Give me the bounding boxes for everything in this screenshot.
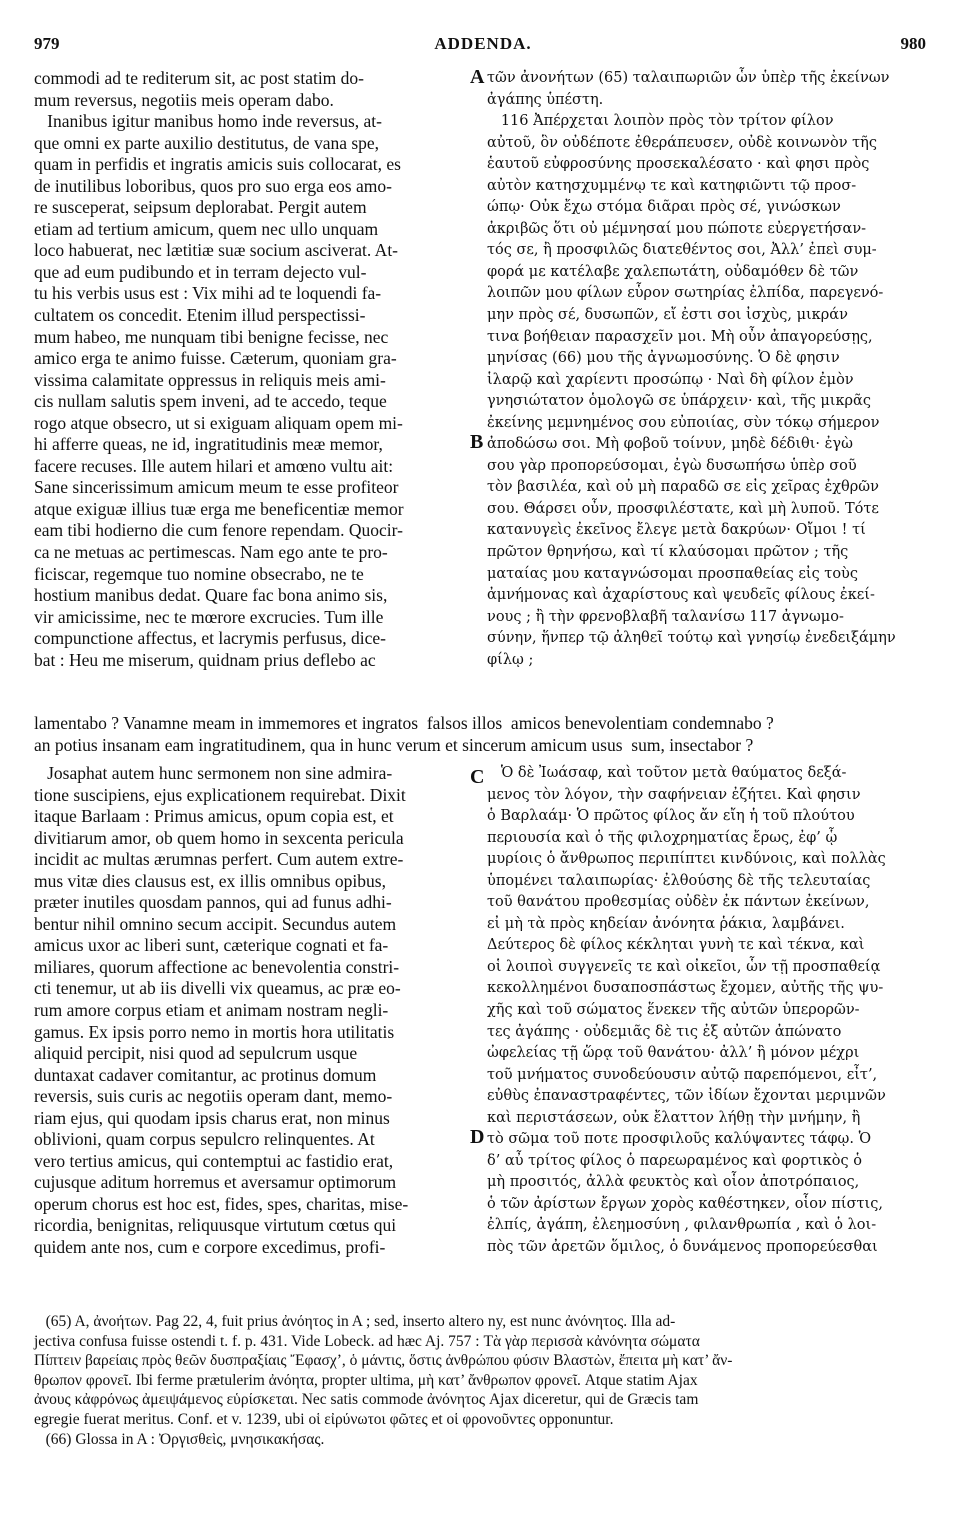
section-marker-c: C	[470, 766, 485, 788]
latin-column-text-1: commodi ad te rediterum sit, ac post statim do- mum reversus, negotiis meis operam dabo. Inanibus igitur manibus homo inde reversus, at- que omni ex parte auxilio destitutus, de vana spe, quam in perfidis et ingratis amicis suis collocarat, es de inutilibus loboribus, quos pro suo erga eos amo- re susceperat, seipsum deplorabat. Pergit autem etiam ad tertium amicum, quem nec ullo unquam loco habuerat, nec lætitiæ suæ socium asciverat. At- que ad eum pudibundo et in terram dejecto vul- tu his verbis usus est : Vix mihi ad te loquendi fa- cultatem os concedit. Etenim illud perspectissi- mum habeo, me nunquam tibi benigne fecisse, nec amico erga te animo fuisse. Cæterum, quoniam gra- vissima calamitate oppressus in reliquis meis ami- cis nullam salutis spem inveni, ad te accedo, teque rogo atque obsecro, ut si exiguam aliquam opem mi- hi afferre queas, ne id, ingratitudinis meæ memor, facere recuses. Ille autem hilari et amœno vultu ait: Sane sincerissimum amicum meum te esse profiteor atque exiguæ illius tuæ erga me beneficentiæ memor eam tibi hodierno die cum fenore rependam. Quocir- ca ne metuas ac pertimescas. Nam ego ante te pro- ficiscar, regemque tuo nomine obsecrabo, ne te hostium manibus dedat. Quare fac bona animo sis, vir amicissime, nec te mœrore excrucies. Tum ille compunctione affectus, et lacrymis perfusus, dice- bat : Heu me miserum, quidnam prius deflebo ac	[34, 68, 404, 670]
greek-column-text-1: τῶν ἀνονήτων (65) ταλαιπωριῶν ὧν ὑπὲρ τῆς ἐκείνων ἀγάπης ὑπέστη. 116 Ἀπέρχεται λοιπὸν πρὸς τὸν τρίτον φίλον αὐτοῦ, ὃν οὐδέποτε ἐθεράπευσεν, οὐδὲ κοινωνὸν τῆς ἑαυτοῦ εὐφροσύνης προσεκαλέσατο · καὶ φησι πρὸς αὐτὸν κατησχυμμένῳ τε καὶ κατηφιῶντι τῷ προσ- ώπῳ· Οὐκ ἔχω στόμα διᾶραι πρὸς σέ, γινώσκων ἀκριβῶς ὅτι οὐ μέμνησαί μου πώποτε εὐεργετήσαν- τός σε, ἢ προσφιλῶς διατεθέντος σοι, Ἀλλ’ ἐπεὶ συμ- φορά με κατέλαβε χαλεπωτάτη, οὐδαμόθεν δὲ τῶν λοιπῶν μου φίλων εὗρον σωτηρίας ἐλπίδα, παρεγενό- μην πρὸς σέ, δυσωπῶν, εἴ ἐστι σοι ἰσχὺς, μικράν τινα βοήθειαν παρασχεῖν μοι. Μὴ οὖν ἀπαγορεύσῃς, μηνίσας (66) μου τῆς ἀγνωμοσύνης. Ὁ δὲ φησιν ἱλαρῷ καὶ χαρίεντι προσώπῳ · Ναὶ δὴ φίλον ἐμὸν γνησιώτατον ὁμολογῶ σε ὑπάρχειν· καὶ, τῆς μικρᾶς ἐκείνης μεμνημένος σου εὐποιίας, σὺν τόκῳ σήμερον ἀποδώσω σοι. Μὴ φοβοῦ τοίνυν, μηδὲ δέδιθι· ἐγὼ σου γὰρ προπορεύσομαι, ἐγὼ δυσωπήσω ὑπὲρ σοῦ τὸν βασιλέα, καὶ οὐ μὴ παραδῶ σε εἰς χεῖρας ἐχθρῶν σου. Θάρσει οὖν, προσφιλέστατε, καὶ μὴ λυποῦ. Τότε κατανυγεὶς ἐκεῖνος ἔλεγε μετὰ δακρύων· Οἴμοι ! τί πρῶτον θρηνήσω, καὶ τί κλαύσομαι πρῶτον ; τῆς ματαίας μου καταγνώσομαι προσπαθείας εἰς τοὺς ἀμνήμονας καὶ ἀχαρίστους καὶ ψευδεῖς φίλους ἐκεί- νους ; ἢ τὴν φρενοβλαβῆ ταλανίσω 117 ἀγνωμο- σύνην, ἥνπερ τῷ ἀληθεῖ τούτῳ καὶ γνησίῳ ἐνεδειξάμην φίλῳ ;	[487, 70, 896, 668]
page-number-right: 980	[900, 34, 926, 53]
page-title: ADDENDA.	[434, 34, 532, 53]
greek-column-text-2: Ὁ δὲ Ἰωάσαφ, καὶ τοῦτον μετὰ θαύματος δεξά- μενος τὸν λόγον, τὴν σαφήνειαν ἐζήτει. Καὶ φησιν ὁ Βαρλαάμ· Ὁ πρῶτος φίλος ἄν εἴη ἡ τοῦ πλούτου περιουσία καὶ ὁ τῆς φιλοχρηματίας ἔρως, ἐφ’ ᾧ μυρίοις ὁ ἄνθρωπος περιπίπτει κινδύνοις, καὶ πολλὰς ὑπομένει ταλαιπωρίας· ἐλθούσης δὲ τῆς τελευταίας τοῦ θανάτου προθεσμίας οὐδὲν ἐκ πάντων ἐκείνων, εἰ μὴ τὰ πρὸς κηδείαν ἀνόνητα ῥάκια, λαμβάνει. Δεύτερος δὲ φίλος κέκληται γυνὴ τε καὶ τέκνα, καὶ οἱ λοιποὶ συγγενεῖς τε καὶ οἰκεῖοι, ὧν τῇ προσπαθείᾳ κεκολλημένοι δυσαποσπάστως ἔχομεν, αὐτῆς τῆς ψυ- χῆς καὶ τοῦ σώματος ἕνεκεν τῆς αὐτῶν ὑπερορῶν- τες ἀγάπης · οὐδεμιᾶς δὲ τις ἐξ αὐτῶν ἀπώνατο ὠφελείας τῇ ὥρᾳ τοῦ θανάτου· ἀλλ’ ἢ μόνον μέχρι τοῦ μνήματος συνοδεύουσιν αὐτῷ παρεπόμενοι, εἶτ’, εὐθὺς ἐπαναστραφέντες, τῶν ἰδίων ἔχονται μεριμνῶν καὶ περιστάσεων, οὐκ ἔλαττον λήθῃ τὴν μνήμην, ἢ τὸ σῶμα τοῦ ποτε προσφιλοῦς καλύψαντες τάφῳ. Ὁ δ’ αὖ τρίτος φίλος ὁ παρεωραμένος καὶ φορτικὸς ὁ μὴ προσιτός, ἀλλὰ φευκτὸς καὶ οἷον ἀποτρόπαιος, ὁ τῶν ἀρίστων ἔργων χορὸς καθέστηκεν, οἷον πίστις, ἐλπίς, ἀγάπη, ἐλεημοσύνη , φιλανθρωπία , καὶ ὁ λοι- πὸς τῶν ἀρετῶν ὅμιλος, ὁ δυνάμενος προπορεύεσθαι	[487, 765, 886, 1256]
footnotes: (65) A, ἀνοήτων. Pag 22, 4, fuit prius ἀνόητος in A ; sed, inserto altero ny, est nunc ἀνόνητος. Illa ad- jectiva confusa fuisse ostendi t. f. p. 431. Vide Lobeck. ad hæc Aj. 757 : Τὰ γὰρ περισσὰ κἀνόνητα σώματα Πίπτειν βαρείαις πρὸς θεῶν δυσπραξίαις Ἔφασχ’, ὁ μάντις, ὅστις ἀνθρώπου φύσιν Βλαστὼν, ἔπειτα μὴ κατ’ ἄν- θρωπον φρονεῖ. Ibi ferme prætulerim ἀνόητα, propter ultima, μὴ κατ’ ἄνθρωπον φρονεῖ. Atque statim Ajax ἀνους κἀφρόνως ἀμειψάμενος εὑρίσκεται. Nec satis commode ἀνόνητος Ajax diceretur, qui de Græcis tam egregie fuerat meritus. Conf. et v. 1239, ubi οἱ εἰρύνωτοι φῶτες et οἱ φρονοῦντες opponuntur. (66) Glossa in A : Ὀργισθεὶς, μνησικακήσας.	[34, 1313, 733, 1448]
full-width-text: lamentabo ? Vanamne meam in immemores et ingratos falsos illos amicos benevolentiam condemnabo ? an potius insanam eam ingratitudinem, qua in hunc verum et sincerum amicum usus sum, insectabor ?	[34, 713, 774, 755]
section-marker-d: D	[470, 1126, 485, 1148]
page-number-left: 979	[34, 34, 60, 53]
section-marker-b: B	[470, 431, 484, 453]
latin-column-text-2: Josaphat autem hunc sermonem non sine admira- tione suscipiens, ejus explicationem requirebat. Dixit itaque Barlaam : Primus amicus, opum copia est, et divitiarum amor, ob quem homo in sexcenta pericula incidit ac multas ærumnas perfert. Cum autem extre- mus vitæ dies clausus est, ex illis omnibus opibus, præter inutiles quosdam pannos, qui ad funus adhi- bentur nihil omnino secum accipit. Secundus autem amicus uxor ac liberi sunt, cæterique cognati et fa- miliares, quorum affectione ac benevolentia constri- cti tenemur, ut ab iis divelli vix queamus, ac præ eo- rum amore corpus etiam et animam nostram negli- gamus. Ex ipsis porro nemo in mortis hora utilitatis aliquid percipit, nisi quod ad sepulcrum usque duntaxat cadaver comitantur, ac protinus domum reversis, suis curis ac negotiis operam dant, memo- riam ejus, qui quodam ipsis charus erat, non minus oblivioni, quam corpus sepulcro relinquentes. At vero tertius amicus, qui contemptui ac fastidio erat, cujusque aditum horremus et aversamur optimorum operum chorus est hoc est, fides, spes, charitas, mise- ricordia, benignitas, reliquusque virtutum cœtus qui quidem ante nos, cum e corpore excedimus, profi-	[34, 763, 409, 1258]
section-marker-a: A	[470, 66, 485, 88]
